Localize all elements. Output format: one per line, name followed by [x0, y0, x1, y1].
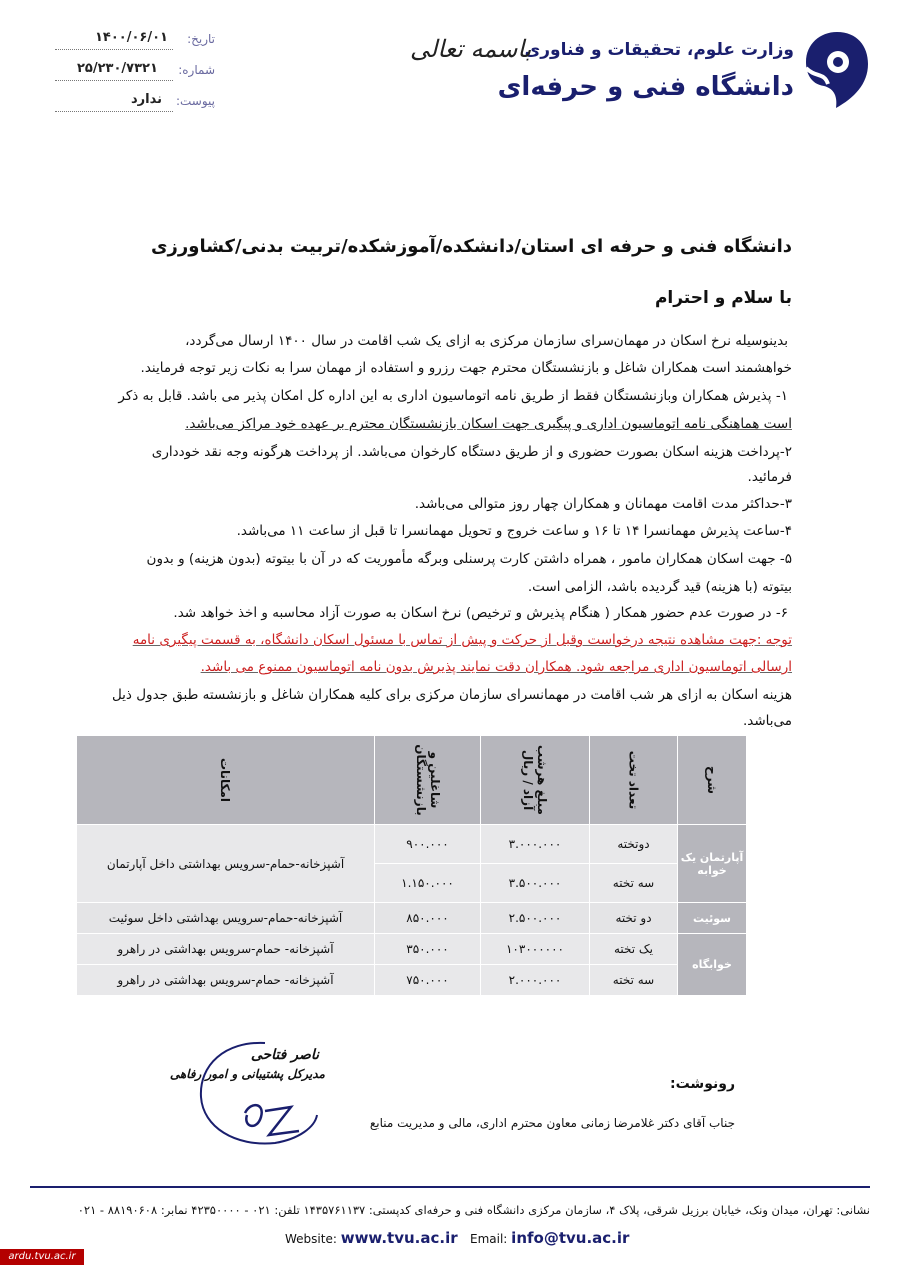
body-line: است هماهنگی نامه اتوماسیون اداری و پیگیری جهت اسکان بازنشستگان محترم بر عهده خود مراکز می‌باشد.	[185, 416, 792, 432]
cell-free-rate: ۲.۵۰۰.۰۰۰	[481, 903, 590, 934]
attachment-value: ندارد	[131, 92, 163, 107]
attachment-row	[55, 92, 215, 114]
group-apartment: آپارتمان یک خوابه	[678, 825, 747, 903]
body-line: ۲-پرداخت هزینه اسکان بصورت حضوری و از طریق دستگاه کارخوان می‌باشد. از پرداخت هرگونه وجه نقد خودداری	[151, 444, 792, 460]
signatory-title: مدیرکل پشتیبانی و امور رفاهی	[169, 1067, 325, 1081]
signature-block	[169, 1035, 325, 1150]
date-label: تاریخ:	[187, 32, 215, 46]
attention-note: توجه :جهت مشاهده نتیجه درخواست وقبل از حرکت و پیش از تماس با مسئول اسکان دانشگاه، به قسمت پیگیری نامه	[132, 632, 792, 648]
table-row	[77, 934, 747, 965]
number-label: شماره:	[178, 63, 215, 77]
university-logo	[497, 28, 872, 118]
cell-amenities: آشپزخانه-حمام-سرویس بهداشتی داخل سوئیت	[77, 903, 375, 934]
website-link[interactable]: www.tvu.ac.ir	[340, 1229, 458, 1247]
cell-beds: یک تخته	[590, 934, 678, 965]
site-watermark: ardu.tvu.ac.ir	[0, 1249, 84, 1265]
cell-free-rate: ۲.۰۰۰.۰۰۰	[481, 965, 590, 996]
header-amenities: امکانات	[77, 736, 375, 825]
website-label: Website:	[285, 1232, 337, 1246]
cell-free-rate: ۱۰۳۰۰۰۰۰۰	[481, 934, 590, 965]
body-line: بدینوسیله نرخ اسکان در مهمان‌سرای سازمان مرکزی به ازای یک شب اقامت در سال ۱۴۰۰ ارسال می‌گردد،	[185, 333, 788, 349]
table-header-row	[77, 736, 747, 825]
cell-free-rate: ۳.۰۰۰.۰۰۰	[481, 825, 590, 864]
letter-greeting: با سلام و احترام	[654, 288, 792, 308]
body-line: بیتوته (با هزینه) قید گردیده باشد، الزامی است.	[527, 579, 792, 595]
header-beds: تعداد تخت	[590, 736, 678, 825]
email-link[interactable]: info@tvu.ac.ir	[511, 1229, 630, 1247]
cell-amenities: آشپزخانه-حمام-سرویس بهداشتی داخل آپارتمان	[77, 825, 375, 903]
header-description: شرح	[678, 736, 747, 825]
letter-heading: دانشگاه فنی و حرفه ای استان/دانشکده/آموزشکده/تربیت بدنی/کشاورزی	[151, 236, 792, 257]
attention-note: ارسالی اتوماسیون اداری مراجعه شود. همکاران دقت نمایند پذیرش بدون نامه اتوماسیون ممنوع می باشد.	[200, 659, 792, 675]
cell-free-rate: ۳.۵۰۰.۰۰۰	[481, 864, 590, 903]
number-dotted-line	[55, 80, 173, 81]
attachment-label: پیوست:	[175, 94, 215, 108]
attachment-dotted-line	[55, 111, 173, 112]
cell-beds: دوتخته	[590, 825, 678, 864]
body-line: ۵- جهت اسکان همکاران مامور ، همراه داشتن کارت پرسنلی وبرگه مأموریت که در آن با بیتوته (بدون هزینه) و بدون	[146, 551, 792, 567]
footer-address: نشانی: تهران، میدان ونک، خیابان برزیل شرقی، پلاک ۴، سازمان مرکزی دانشگاه فنی و حرفه‌ای کدپستی: ۱۴۳۵۷۶۱۱۳۷ تلفن: ۰۲۱ - ۴۲۳۵۰۰۰۰ نمابر: ۸۸۱۹۰۶۰۸ - ۰۲۱	[77, 1203, 870, 1217]
cell-staff-rate: ۷۵۰.۰۰۰	[375, 965, 481, 996]
body-line: ۴-ساعت پذیرش مهمانسرا ۱۴ تا ۱۶ و ساعت خروج و تحویل مهمانسرا تا قبل از ساعت ۱۱ می‌باشد.	[236, 523, 792, 539]
bismillah-text: باسمه تعالی	[410, 35, 532, 63]
cell-beds: دو تخته	[590, 903, 678, 934]
email-label: Email:	[470, 1232, 508, 1246]
footer-email	[470, 1229, 629, 1247]
cell-beds: سه تخته	[590, 864, 678, 903]
body-line: خواهشمند است همکاران شاغل و بازنشستگان محترم جهت رزرو و استفاده از مهمان سرا به نکات زیر توجه فرمایند.	[140, 360, 792, 376]
body-line: می‌باشد.	[742, 713, 792, 729]
cell-staff-rate: ۸۵۰.۰۰۰	[375, 903, 481, 934]
table-row	[77, 903, 747, 934]
table-row	[77, 825, 747, 864]
body-line: فرمائید.	[747, 469, 792, 485]
cc-recipient: جناب آقای دکتر غلامرضا زمانی معاون محترم اداری، مالی و مدیریت منابع	[369, 1116, 735, 1130]
tvu-logo-icon	[802, 28, 872, 112]
body-line: ۳-حداکثر مدت اقامت مهمانان و همکاران چهار روز متوالی می‌باشد.	[414, 496, 792, 512]
cc-label: رونوشت:	[670, 1076, 735, 1092]
header-free-rate: مبلغ هرشب آزاد / ریال	[481, 736, 590, 825]
table-row	[77, 965, 747, 996]
body-line: هزینه اسکان به ازای هر شب اقامت در مهمانسرای سازمان مرکزی برای کلیه همکاران شاغل و بازنشسته طبق جدول ذیل	[111, 687, 792, 703]
cell-staff-rate: ۹۰۰.۰۰۰	[375, 825, 481, 864]
number-row	[55, 61, 215, 83]
number-value: ۲۵/۲۳۰/۷۳۲۱	[77, 61, 158, 76]
body-line: ۶- در صورت عدم حضور همکار ( هنگام پذیرش و ترخیص) نرخ اسکان به صورت آزاد محاسبه و اخذ خواهد شد.	[173, 605, 788, 621]
cell-staff-rate: ۳۵۰.۰۰۰	[375, 934, 481, 965]
ministry-name: وزارت علوم، تحقیقات و فناوری	[524, 40, 794, 60]
date-row	[55, 30, 215, 52]
footer-website	[285, 1229, 458, 1247]
header-staff-rate: شاغلین و بازنشستگان	[375, 736, 481, 825]
body-line: ۱- پذیرش همکاران وبازنشستگان فقط از طریق نامه اتوماسیون اداری به این اداره کل امکان پذیر می باشد. قابل به ذکر	[118, 388, 788, 404]
date-value: ۱۴۰۰/۰۶/۰۱	[95, 30, 168, 45]
signatory-name: ناصر فتاحی	[250, 1047, 319, 1063]
cell-amenities: آشپزخانه- حمام-سرویس بهداشتی در راهرو	[77, 965, 375, 996]
university-name: دانشگاه فنی و حرفه‌ای	[497, 72, 794, 102]
cell-staff-rate: ۱.۱۵۰.۰۰۰	[375, 864, 481, 903]
group-dorm: خوابگاه	[678, 934, 747, 996]
group-suite: سوئیت	[678, 903, 747, 934]
date-dotted-line	[55, 49, 173, 50]
cell-beds: سه تخته	[590, 965, 678, 996]
cell-amenities: آشپزخانه- حمام-سرویس بهداشتی در راهرو	[77, 934, 375, 965]
rates-table	[76, 735, 747, 996]
footer-divider	[30, 1186, 870, 1188]
